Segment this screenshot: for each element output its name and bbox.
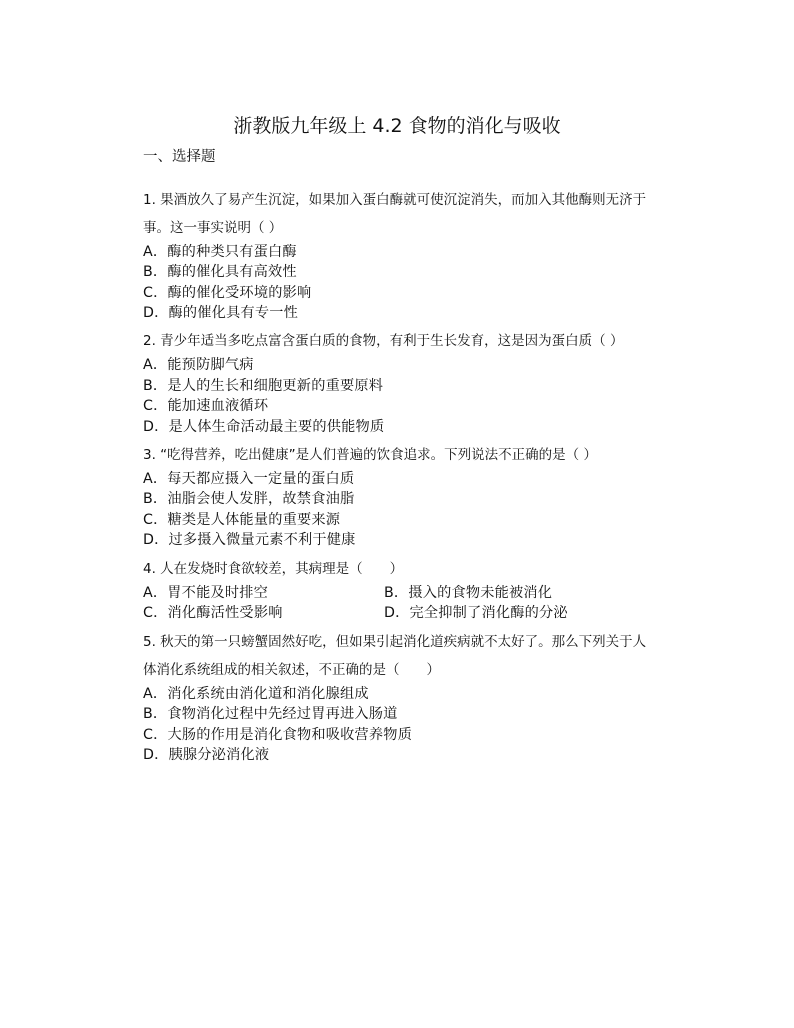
question-5-option-a: A．消化系统由消化道和消化腺组成: [143, 686, 369, 702]
question-4-option-a: A．胃不能及时排空: [143, 585, 269, 601]
question-5-stem-line-2: 体消化系统组成的相关叙述，不正确的是（ ）: [143, 662, 440, 678]
question-5-stem-line-1: 5. 秋天的第一只螃蟹固然好吃，但如果引起消化道疾病就不太好了。那么下列关于人: [143, 634, 647, 650]
question-3-option-c: C．糖类是人体能量的重要来源: [143, 512, 341, 528]
question-4-option-b: B．摄入的食物未能被消化: [384, 585, 553, 601]
question-2-option-a: A．能预防脚气病: [143, 357, 254, 373]
question-3-option-a: A．每天都应摄入一定量的蛋白质: [143, 471, 355, 487]
question-5-option-b: B．食物消化过程中先经过胃再进入肠道: [143, 706, 398, 722]
question-1-option-b: B．酶的催化具有高效性: [143, 264, 297, 280]
question-2-stem: 2. 青少年适当多吃点富含蛋白质的食物，有利于生长发育，这是因为蛋白质（ ）: [143, 333, 624, 349]
question-3-option-d: D．过多摄入微量元素不利于健康: [143, 532, 356, 548]
section-heading: 一、选择题: [143, 149, 216, 165]
question-4-option-d: D．完全抑制了消化酶的分泌: [384, 605, 568, 621]
question-4-stem: 4. 人在发烧时食欲较差，其病理是（ ）: [143, 561, 404, 577]
question-3-option-b: B．油脂会使人发胖，故禁食油脂: [143, 491, 355, 507]
question-3-stem: 3. “吃得营养，吃出健康”是人们普遍的饮食追求。下列说法不正确的是（ ）: [143, 447, 597, 463]
question-5-option-d: D．胰腺分泌消化液: [143, 747, 270, 763]
document-title: 浙教版九年级上 4.2 食物的消化与吸收: [233, 115, 561, 137]
question-1-stem-line-2: 事。这一事实说明（ ）: [143, 220, 283, 236]
question-2-option-d: D．是人体生命活动最主要的供能物质: [143, 419, 385, 435]
question-1-option-d: D．酶的催化具有专一性: [143, 305, 299, 321]
question-2-option-c: C．能加速血液循环: [143, 398, 269, 414]
question-1-option-c: C．酶的催化受环境的影响: [143, 285, 312, 301]
question-1-stem-line-1: 1. 果酒放久了易产生沉淀，如果加入蛋白酶就可使沉淀消失，而加入其他酶则无济于: [143, 192, 647, 208]
question-5-option-c: C．大肠的作用是消化食物和吸收营养物质: [143, 727, 413, 743]
question-1-option-a: A．酶的种类只有蛋白酶: [143, 244, 297, 260]
question-4-option-c: C．消化酶活性受影响: [143, 605, 283, 621]
question-2-option-b: B．是人的生长和细胞更新的重要原料: [143, 378, 384, 394]
